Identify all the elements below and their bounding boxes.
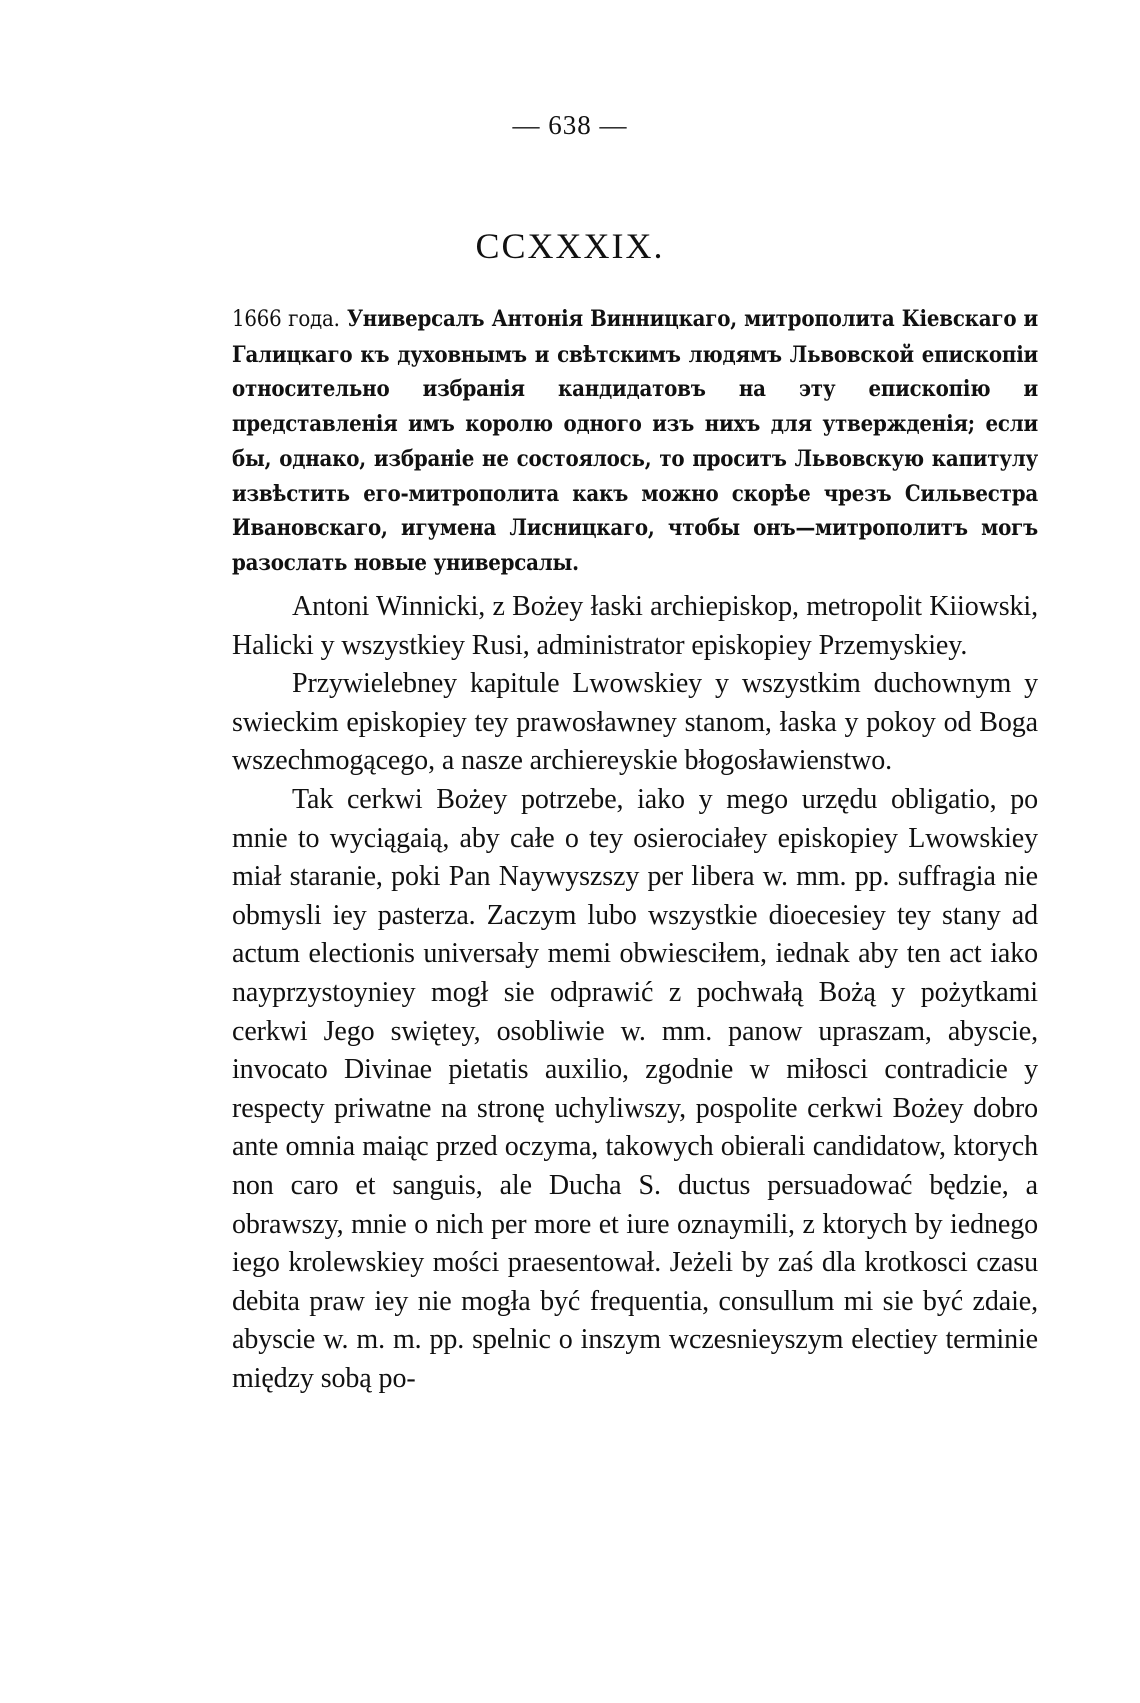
document-body	[232, 588, 1038, 1398]
page-number: — 638 —	[512, 110, 628, 140]
body-paragraph-2: Przywielebney kapitule Lwowskiey y wszystkim duchownym y swieckim episkopiey tey prawosławney stanom, łaska y pokoy od Boga wszechmogącego, a nasze archiereyskie błogosławienstwo.	[232, 668, 1038, 777]
body-paragraph-1: Antoni Winnicki, z Bożey łaski archiepiskop, metropolit Kiiowski, Halicki y wszystkiey Rusi, administrator episkopiey Przemyskiey.	[232, 591, 1038, 661]
document-number: CCXXXIX.	[475, 226, 665, 266]
body-paragraph-3: Tak cerkwi Bożey potrzebe, iako y mego urzędu obligatio, po mnie to wyciągaią, aby całe o tey osierociałey episkopiey Lwowskiey miał staranie, poki Pan Naywyszszy per libera w. mm. pp. suffragia nie obmysli iey pasterza. Zaczym lubo wszystkie dioecesiey tey stany ad actum electionis universały memi obwiesciłem, iednak aby ten act iako nayprzystoyniey mogł sie odprawić z pochwałą Bożą y pożytkami cerkwi Jego swiętey, osobliwie w. mm. panow upraszam, abyscie, invocato Divinae pietatis auxilio, zgodnie w miłosci contradicie y respecty priwatne na stronę uchyliwszy, pospolite cerkwi Bożey dobro ante omnia maiąc przed oczyma, takowych obierali candidatow, ktorych non caro et sanguis, ale Ducha S. ductus persuadować będzie, a obrawszy, mnie o nich per more et iure oznaymili, z ktorych by iednego iego krolewskiey mości praesentował. Jeżeli by zaś dla krotkosci czasu debita praw iey nie mogła być frequentia, consullum mi sie być zdaie, abyscie w. m. m. pp. spelnic o inszym wczesnieyszym electiey terminie między sobą po-	[232, 783, 1038, 1394]
summary-date: 1666 года.	[232, 307, 340, 332]
document-summary	[232, 302, 1038, 581]
summary-text: Универсалъ Антонія Винницкаго, митрополита Кіевскаго и Галицкаго къ духовнымъ и свѣтскимъ людямъ Львовской епископіи относительно избранія кандидатовъ на эту епископію и представленія имъ королю одного изъ нихъ для утвержденія; если бы, однако, избраніе не состоялось, то проситъ Львовскую капитулу извѣстить его-митрополита какъ можно скорѣе чрезъ Сильвестра Ивановскаго, игумена Лисницкаго, чтобы онъ—митрополитъ могъ разослать новые универсалы.	[232, 306, 1039, 576]
